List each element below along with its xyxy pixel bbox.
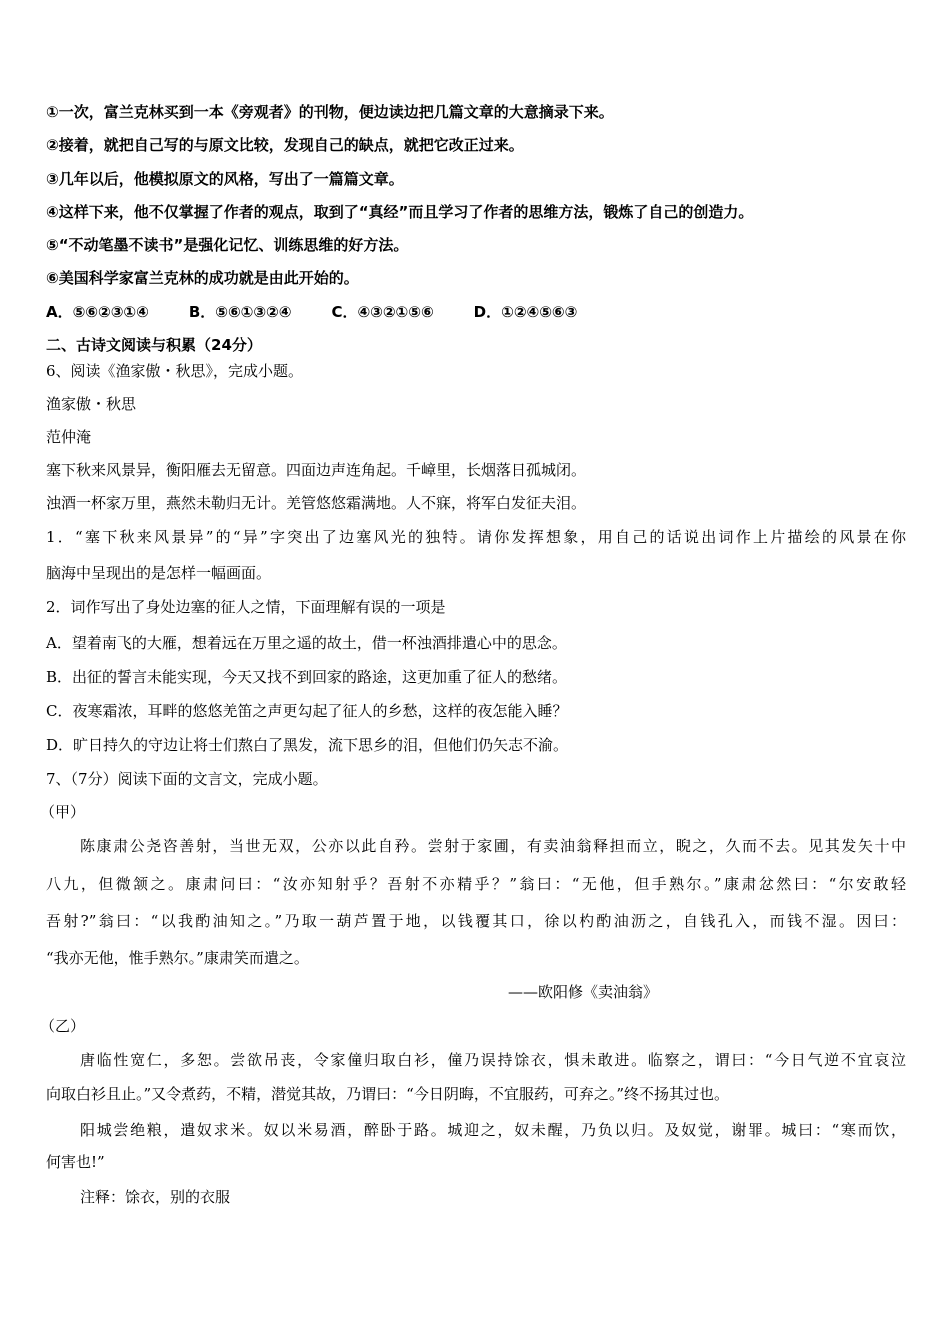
sentence-5: ⑤“不动笔墨不读书”是强化记忆、训练思维的好方法。 [46, 236, 409, 254]
q6-prompt: 6、阅读《渔家傲・秋思》，完成小题。 [46, 362, 304, 380]
option-d: D．①②④⑤⑥③ [473, 303, 578, 321]
jia-source: ——欧阳修《卖油翁》 [508, 983, 659, 1001]
sentence-4: ④这样下来，他不仅掌握了作者的观点，取到了“真经”而且学习了作者的思维方法，锻炼了自己的创造力。 [46, 203, 754, 221]
jia-line-4: “我亦无他，惟手熟尔。”康肃笑而遣之。 [46, 949, 309, 967]
section-heading: 二、古诗文阅读与积累（24分） [46, 336, 262, 354]
sentence-2: ②接着，就把自己写的与原文比较，发现自己的缺点，就把它改正过来。 [46, 136, 524, 154]
yi-line-2: 向取白衫且止。”又令煮药，不精，潜觉其故，乃谓曰：“今日阴晦，不宜服药，可弃之。”终不扬其过也。 [46, 1085, 730, 1103]
annotation-note: 注释：馀衣，别的衣服 [80, 1188, 231, 1206]
poem-line-1: 塞下秋来风景异，衡阳雁去无留意。四面边声连角起。千嶂里，长烟落日孤城闭。 [46, 461, 587, 479]
jia-line-2: 八九，但微颔之。康肃问曰：“汝亦知射乎？吾射不亦精乎？”翁曰：“无他，但手熟尔。”康肃忿然曰：“尔安敢轻 [46, 875, 906, 893]
q5-options [46, 302, 617, 322]
jia-line-3: 吾射?”翁曰：“以我酌油知之。”乃取一葫芦置于地，以钱覆其口，徐以杓酌油沥之，自钱孔入，而钱不湿。因曰： [46, 912, 906, 930]
sub-question-1: 1．“塞下秋来风景异”的“异”字突出了边塞风光的独特。请你发挥想象，用自己的话说出词作上片描绘的风景在你 [46, 528, 906, 546]
option-c: C．④③②①⑤⑥ [331, 303, 434, 321]
yi-line-4: 何害也!” [46, 1153, 105, 1171]
yi-line-1: 唐临性宽仁，多恕。尝欲吊丧，令家僮归取白衫，僮乃误持馀衣，惧未敢进。临察之，谓曰：“今日气逆不宜哀泣 [80, 1051, 906, 1069]
sub2-option-a: A．望着南飞的大雁，想着远在万里之遥的故土，借一杯浊酒排遣心中的思念。 [46, 634, 567, 652]
yi-label: （乙） [40, 1017, 86, 1035]
sentence-3: ③几年以后，他模拟原文的风格，写出了一篇篇文章。 [46, 170, 404, 188]
jia-line-1: 陈康肃公尧咨善射，当世无双，公亦以此自矜。尝射于家圃，有卖油翁释担而立，睨之，久而不去。见其发矢十中 [80, 837, 906, 855]
poem-title: 渔家傲・秋思 [46, 395, 137, 413]
option-b: B．⑤⑥①③②④ [188, 303, 292, 321]
sub-question-2: 2．词作写出了身处边塞的征人之情，下面理解有误的一项是 [46, 598, 446, 616]
sentence-1: ①一次，富兰克林买到一本《旁观者》的刊物，便边读边把几篇文章的大意摘录下来。 [46, 103, 614, 121]
sub-question-1-cont: 脑海中呈现出的是怎样一幅画面。 [46, 564, 272, 582]
sub2-option-c: C．夜寒霜浓，耳畔的悠悠羌笛之声更勾起了征人的乡愁，这样的夜怎能入睡？ [46, 702, 568, 720]
sub2-option-b: B．出征的誓言未能实现，今天又找不到回家的路途，这更加重了征人的愁绪。 [46, 668, 568, 686]
sentence-6: ⑥美国科学家富兰克林的成功就是由此开始的。 [46, 269, 359, 287]
jia-label: （甲） [40, 803, 86, 821]
yi-line-3: 阳城尝绝粮，遣奴求米。奴以米易酒，醉卧于路。城迎之，奴未醒，乃负以归。及奴觉，谢罪。城曰：“寒而饮， [80, 1121, 906, 1139]
poem-line-2: 浊酒一杯家万里，燕然未勒归无计。羌管悠悠霜满地。人不寐，将军白发征夫泪。 [46, 494, 587, 512]
sub2-option-d: D．旷日持久的守边让将士们熬白了黑发，流下思乡的泪，但他们仍矢志不渝。 [46, 736, 569, 754]
q7-prompt: 7、（7分）阅读下面的文言文，完成小题。 [46, 770, 328, 788]
poem-author: 范仲淹 [46, 428, 92, 446]
option-a: A．⑤⑥②③①④ [46, 303, 149, 321]
